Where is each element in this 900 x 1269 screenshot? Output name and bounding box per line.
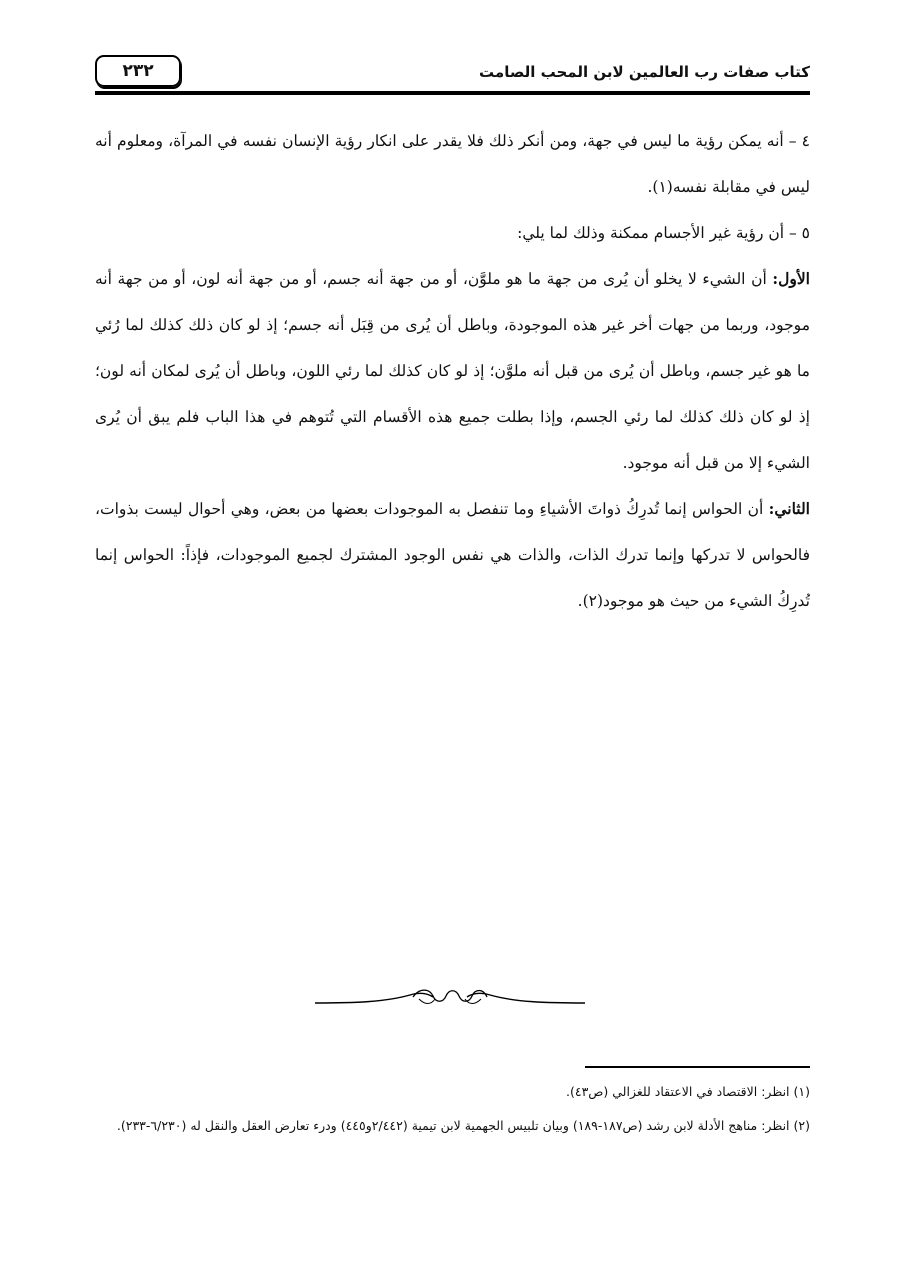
paragraph-second-argument [95, 486, 810, 624]
footnotes [95, 1078, 810, 1146]
footnote-1: (١) انظر: الاقتصاد في الاعتقاد للغزالي (ص٤٣). [566, 1084, 810, 1099]
section-ornament [315, 985, 585, 1015]
second-label: الثاني: [768, 499, 810, 518]
page-number: ٢٣٢ [95, 55, 181, 87]
paragraph-first-argument [95, 256, 810, 486]
second-text: أن الحواس إنما تُدرِكُ ذواتَ الأشياءِ وما تنفصل به الموجودات بعضها من بعض، وهي أحوال ليست بذوات، فالحواس لا تدركها وإنما تدرك الذات، والذات هي نفس الوجود المشترك لجميع الموجودات، فإذاً: الحواس إنما تُدرِكُ الشيء من حيث هو موجود(٢). [95, 500, 810, 610]
paragraph-point-4: ٤ – أنه يمكن رؤية ما ليس في جهة، ومن أنكر ذلك فلا يقدر على انكار رؤية الإنسان نفسه في المرآة، ومعلوم أنه ليس في مقابلة نفسه(١). [95, 132, 810, 196]
first-label: الأول: [772, 269, 810, 288]
footnote-rule [585, 1066, 810, 1068]
body-text [95, 118, 810, 624]
first-text: أن الشيء لا يخلو أن يُرى من جهة ما هو ملوَّن، أو من جهة أنه جسم، أو من جهة أنه لون، أو من جهة أنه موجود، وربما من جهات أخر غير هذه الموجودة، وباطل أن يُرى من قِبَل أنه جسم؛ إذ لو كان ذلك كذلك لما رُئي ما هو غير جسم، وباطل أن يُرى من قبل أنه ملوَّن؛ إذ لو كان كذلك لما رئي اللون، وباطل أن يُرى لمكان أنه لون؛ إذ لو كان ذلك كذلك لما رئي الجسم، وإذا بطلت جميع هذه الأقسام التي تُتوهم في هذا الباب فلم يبق أن يُرى الشيء إلا من قبل أنه موجود. [95, 270, 810, 472]
paragraph-point-5: ٥ – أن رؤية غير الأجسام ممكنة وذلك لما يلي: [517, 224, 810, 242]
header-rule [95, 91, 810, 95]
book-title: كتاب صفات رب العالمين لابن المحب الصامت [479, 63, 810, 81]
footnote-2: (٢) انظر: مناهج الأدلة لابن رشد (ص١٨٧-١٨٩) وبيان تلبيس الجهمية لابن تيمية (٢/٤٤٢و٤٤٥) ودرء تعارض العقل والنقل له (٦/٢٣٠-٢٣٣). [116, 1118, 810, 1133]
page-header [95, 55, 810, 91]
